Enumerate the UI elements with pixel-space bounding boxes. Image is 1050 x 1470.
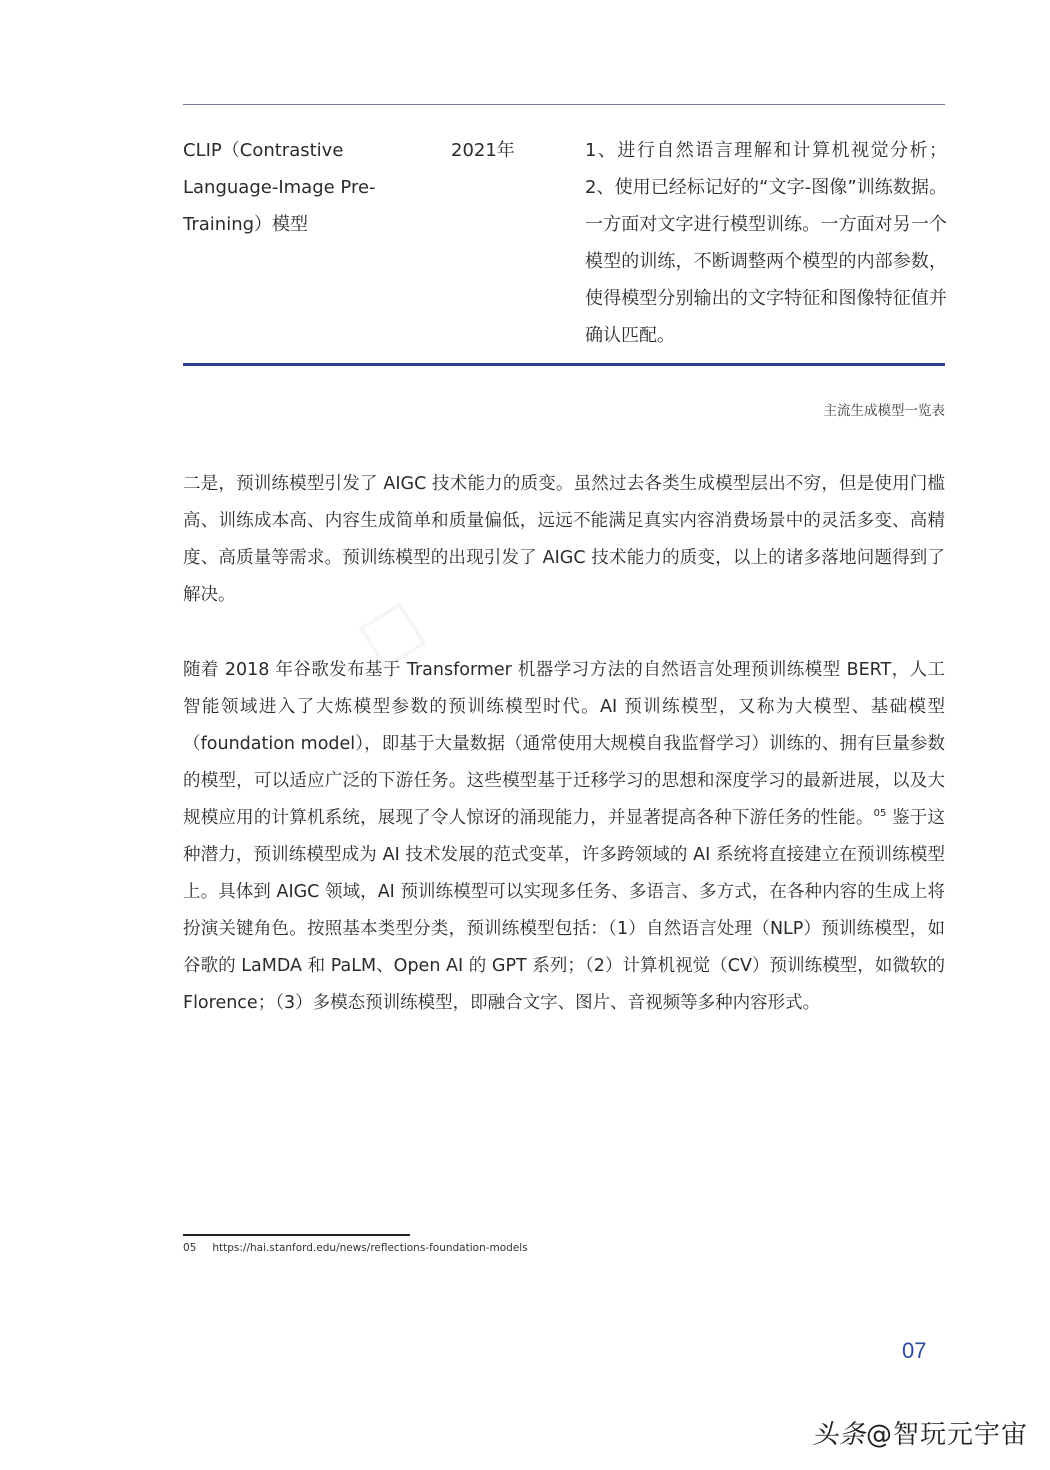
footnote-link[interactable]: https://hai.stanford.edu/news/reflections-foundation-models (212, 1242, 528, 1254)
model-year-cell: 2021年 (451, 140, 515, 161)
table-caption: 主流生成模型一览表 (823, 403, 945, 419)
model-description-cell: 1、进行自然语言理解和计算机视觉分析；2、使用已经标记好的“文字-图像”训练数据。一方面对文字进行模型训练。一方面对另一个模型的训练，不断调整两个模型的内部参数，使得模型分别输出的文字特征和图像特征值并确认匹配。 (585, 140, 947, 346)
page-number: 07 (902, 1338, 927, 1363)
table-bottom-rule (183, 363, 945, 366)
footnote-number: 05 (183, 1242, 197, 1254)
footnote-divider (183, 1234, 410, 1236)
footnote-reference[interactable]: 05 (873, 808, 887, 819)
paragraph-2 (183, 652, 945, 1022)
paragraph-2-part-1: 随着 2018 年谷歌发布基于 Transformer 机器学习方法的自然语言处理预训练模型 BERT，人工智能领域进入了大炼模型参数的预训练模型时代。AI 预训练模型，又称为大模型、基础模型（foundation model），即基于大量数据（通常使用大规模自我监督学习）训练的、拥有巨量参数的模型，可以适应广泛的下游任务。这些模型基于迁移学习的思想和深度学习的最新进展，以及大规模应用的计算机系统，展现了令人惊讶的涌现能力，并显著提高各种下游任务的性能。 (183, 660, 945, 828)
paragraph-2-part-2: 鉴于这种潜力，预训练模型成为 AI 技术发展的范式变革，许多跨领域的 AI 系统将直接建立在预训练模型上。具体到 AIGC 领域，AI 预训练模型可以实现多任务、多语言、多方式，在各种内容的生成上将扮演关键角色。按照基本类型分类，预训练模型包括：（1）自然语言处理（NLP）预训练模型，如谷歌的 LaMDA 和 PaLM、Open AI 的 GPT 系列；（2）计算机视觉（CV）预训练模型，如微软的 Florence；（3）多模态预训练模型，即融合文字、图片、音视频等多种内容形式。 (183, 808, 946, 1013)
toutiao-watermark (812, 1414, 1028, 1451)
footnote (183, 1242, 528, 1254)
model-name-cell: CLIP（Contrastive Language-Image Pre-Training）模型 (183, 140, 376, 235)
watermark-source: 头条 (811, 1420, 866, 1450)
paragraph-1: 二是，预训练模型引发了 AIGC 技术能力的质变。虽然过去各类生成模型层出不穷，但是使用门槛高、训练成本高、内容生成简单和质量偏低，远远不能满足真实内容消费场景中的灵活多变、高精度、高质量等需求。预训练模型的出现引发了 AIGC 技术能力的质变，以上的诸多落地问题得到了解决。 (183, 474, 945, 605)
watermark-handle: @智玩元宇宙 (865, 1420, 1028, 1450)
table-top-rule (183, 104, 945, 105)
